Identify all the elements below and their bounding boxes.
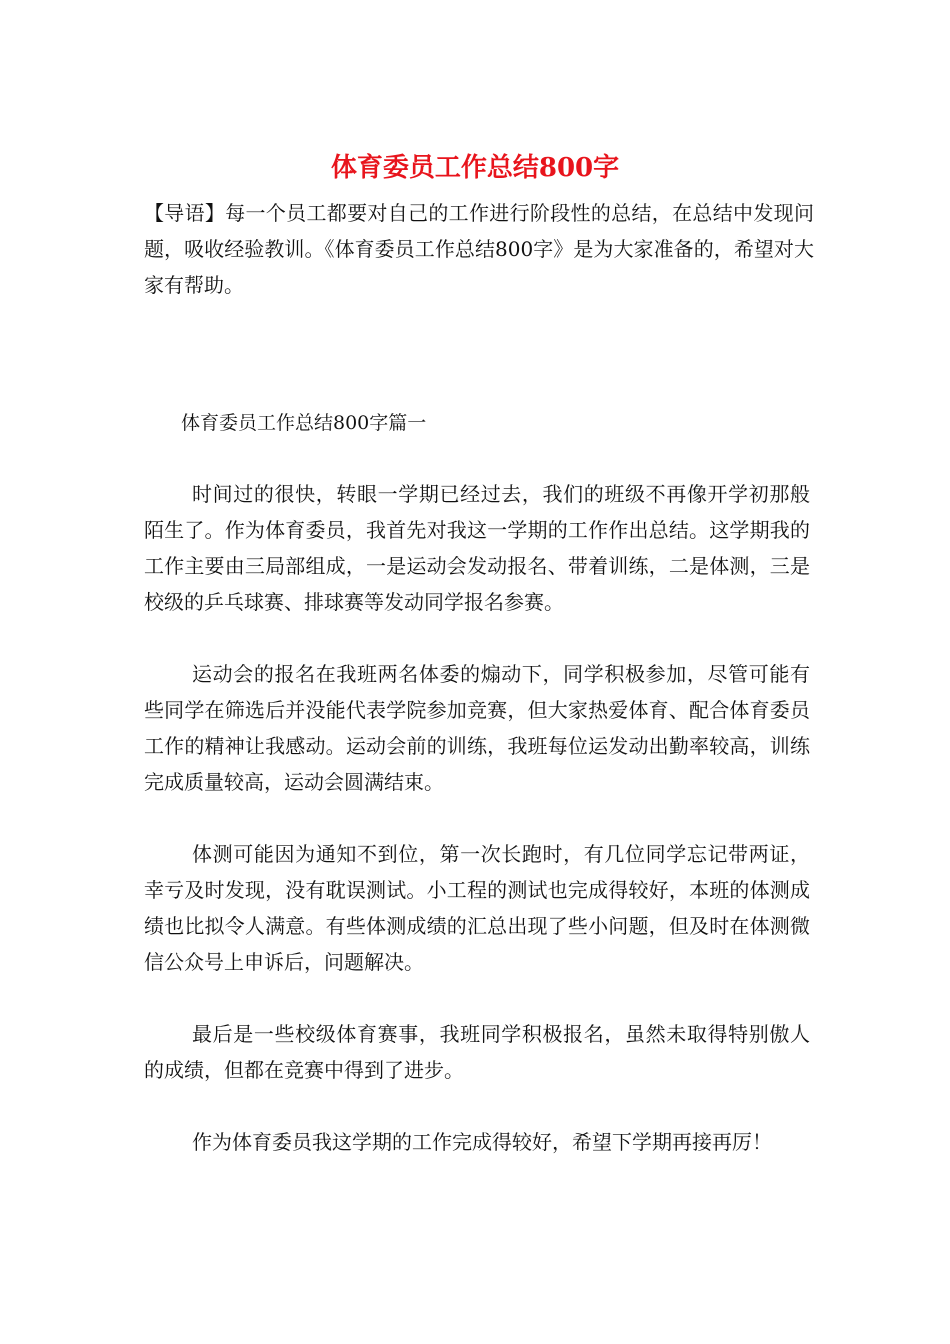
body-paragraph-3: 体测可能因为通知不到位，第一次长跑时，有几位同学忘记带两证，幸亏及时发现，没有耽误测试。小工程的测试也完成得较好，本班的体测成绩也比拟令人满意。有些体测成绩的汇总出现了些小问题，但及时在体测微信公众号上申诉后，问题解决。 [144,842,810,974]
document-title: 体育委员工作总结800字 [330,153,620,183]
body-paragraph-4: 最后是一些校级体育赛事，我班同学积极报名，虽然未取得特别傲人的成绩，但都在竞赛中得到了进步。 [144,1022,810,1082]
intro-paragraph: 【导语】每一个员工都要对自己的工作进行阶段性的总结，在总结中发现问题，吸收经验教训。《体育委员工作总结800字》是为大家准备的，希望对大家有帮助。 [144,201,814,297]
body-paragraph-1: 时间过的很快，转眼一学期已经过去，我们的班级不再像开学初那般陌生了。作为体育委员，我首先对我这一学期的工作作出总结。这学期我的工作主要由三局部组成，一是运动会发动报名、带着训练，二是体测，三是校级的乒乓球赛、排球赛等发动同学报名参赛。 [144,482,810,614]
section-heading: 体育委员工作总结800字篇一 [181,412,427,434]
body-paragraph-5: 作为体育委员我这学期的工作完成得较好，希望下学期再接再厉！ [192,1130,772,1154]
body-paragraph-2: 运动会的报名在我班两名体委的煽动下，同学积极参加，尽管可能有些同学在筛选后并没能代表学院参加竞赛，但大家热爱体育、配合体育委员工作的精神让我感动。运动会前的训练，我班每位运发动出勤率较高，训练完成质量较高，运动会圆满结束。 [144,662,810,794]
